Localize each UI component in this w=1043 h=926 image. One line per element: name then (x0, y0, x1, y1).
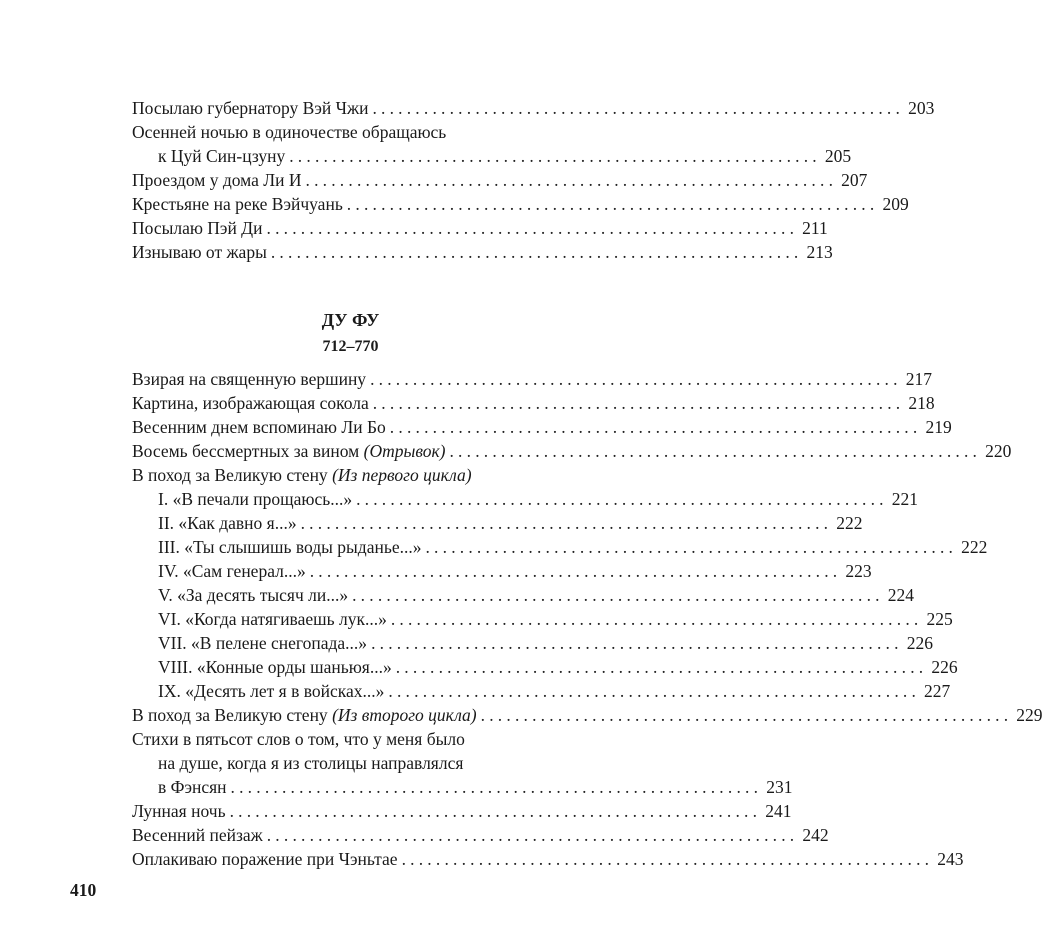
toc-entry (132, 631, 933, 655)
toc-entry-note: (Из второго цикла) (332, 705, 477, 725)
toc-entry-title: VIII. «Конные орды шаньюя...» (158, 655, 396, 679)
toc-entry-title: Оплакиваю поражение при Чэньтае (132, 847, 402, 871)
toc-entry-page: 231 (766, 777, 793, 797)
toc-entry-title: IX. «Десять лет я в войсках...» (158, 679, 388, 703)
toc-entry (132, 727, 793, 799)
dot-leader: .............................................................. (270, 242, 803, 262)
toc-entry (132, 216, 828, 240)
dot-leader: .............................................................. (305, 170, 838, 190)
toc-entry-title: III. «Ты слышишь воды рыданье...» (158, 535, 425, 559)
toc-entry-title: II. «Как давно я...» (158, 511, 301, 535)
toc-entry (132, 535, 988, 559)
toc-entry-title (132, 439, 449, 463)
dot-leader: .............................................................. (266, 825, 799, 845)
dot-leader: .............................................................. (480, 705, 1013, 725)
toc-entry (132, 391, 935, 415)
toc-entry-page: 207 (841, 170, 868, 190)
toc-main-list (132, 367, 1043, 871)
toc-entry-title: Весенний пейзаж (132, 823, 267, 847)
toc-entry-title: IV. «Сам генерал...» (158, 559, 310, 583)
toc-entry-note: (Из первого цикла) (332, 465, 472, 485)
dot-leader: .............................................................. (266, 218, 799, 238)
toc-entry-title-text: Восемь бессмертных за вином (132, 441, 360, 461)
toc-entry-page: 243 (937, 849, 964, 869)
toc-entry (132, 463, 623, 487)
toc-entry-page: 213 (806, 242, 833, 262)
dot-leader: .............................................................. (229, 801, 762, 821)
toc-entry-title: I. «В печали прощаюсь...» (158, 487, 356, 511)
toc-entry-title: VII. «В пелене снегопада...» (158, 631, 371, 655)
dot-leader: .............................................................. (372, 393, 905, 413)
toc-entry (132, 96, 935, 120)
toc-entry-page: 226 (906, 633, 933, 653)
toc-entry (132, 415, 952, 439)
toc-entry-title: VI. «Когда натягиваешь лук...» (158, 607, 391, 631)
toc-entry-page: 242 (802, 825, 829, 845)
toc-entry (132, 799, 792, 823)
toc-entry-title: Картина, изображающая сокола (132, 391, 373, 415)
toc-entry-title: Взирая на священную вершину (132, 367, 370, 391)
toc-entry (132, 583, 914, 607)
toc-entry (132, 120, 852, 168)
toc-entry-page: 209 (882, 194, 909, 214)
toc-entry-page: 217 (905, 369, 932, 389)
dot-leader: .............................................................. (370, 369, 902, 389)
toc-entry-page: 223 (845, 561, 872, 581)
dot-leader: .............................................................. (289, 146, 821, 166)
dot-leader: .............................................................. (425, 537, 958, 557)
section-author: ДУ ФУ (321, 310, 380, 330)
toc-entry (132, 703, 1043, 727)
toc-entry (132, 847, 964, 871)
page-number: 410 (70, 880, 97, 900)
toc-entry-page: 203 (908, 98, 935, 118)
toc-entry-title (132, 703, 481, 727)
toc-entry-title: V. «За десять тысяч ли...» (158, 583, 352, 607)
dot-leader: .............................................................. (300, 513, 833, 533)
dot-leader: .............................................................. (346, 194, 879, 214)
toc-entry (132, 240, 833, 264)
dot-leader: .............................................................. (356, 489, 888, 509)
dot-leader: .............................................................. (309, 561, 842, 581)
dot-leader: .............................................................. (449, 441, 982, 461)
toc-entry (132, 439, 1012, 463)
toc-entry-title: Осенней ночью в одиночестве обращаюсь (132, 120, 450, 144)
dot-leader: .............................................................. (390, 609, 923, 629)
toc-entry (132, 168, 868, 192)
toc-entry-page: 222 (836, 513, 863, 533)
toc-entry (132, 367, 932, 391)
toc-entry-title: Лунная ночь (132, 799, 230, 823)
toc-entry-title: на душе, когда я из столицы направлялся (158, 751, 467, 775)
toc-entry-title: Посылаю Пэй Ди (132, 216, 267, 240)
toc-entry-page: 218 (908, 393, 935, 413)
toc-entry (132, 487, 918, 511)
toc-entry (132, 655, 958, 679)
toc-entry-page: 220 (985, 441, 1012, 461)
dot-leader: .............................................................. (230, 777, 763, 797)
toc-entry-page: 229 (1016, 705, 1043, 725)
toc-entry-page: 221 (891, 489, 918, 509)
toc-entry-page: 222 (961, 537, 988, 557)
toc-entry (132, 679, 951, 703)
toc-entry-page: 241 (765, 801, 792, 821)
toc-entry-title: Изнываю от жары (132, 240, 271, 264)
toc-entry (132, 511, 863, 535)
toc-entry (132, 823, 829, 847)
toc-entry-title: к Цуй Син-цзуну (158, 144, 289, 168)
toc-entry-title: Стихи в пятьсот слов о том, что у меня было (132, 727, 469, 751)
toc-entry-title-text: В поход за Великую стену (132, 465, 328, 485)
toc-entry (132, 192, 909, 216)
dot-leader: .............................................................. (371, 633, 903, 653)
toc-entry-page: 219 (925, 417, 952, 437)
toc-entry-title: Посылаю губернатору Вэй Чжи (132, 96, 372, 120)
toc-entry (132, 607, 953, 631)
toc-entry-page: 224 (887, 585, 914, 605)
toc-entry (132, 559, 872, 583)
toc-entry-page: 225 (926, 609, 953, 629)
toc-top-list (132, 96, 935, 264)
dot-leader: .............................................................. (388, 681, 921, 701)
dot-leader: .............................................................. (372, 98, 905, 118)
toc-entry-title: в Фэнсян (158, 775, 231, 799)
dot-leader: .............................................................. (395, 657, 928, 677)
toc-entry-page: 211 (802, 218, 828, 238)
toc-entry-title (132, 463, 476, 487)
toc-entry-page: 227 (924, 681, 951, 701)
section-years: 712–770 (322, 338, 379, 355)
dot-leader: .............................................................. (401, 849, 934, 869)
toc-entry-page: 226 (931, 657, 958, 677)
toc-entry-title-text: В поход за Великую стену (132, 705, 328, 725)
toc-entry-title: Крестьяне на реке Вэйчуань (132, 192, 347, 216)
toc-entry-page: 205 (824, 146, 852, 166)
toc-entry-note: (Отрывок) (363, 441, 446, 461)
dot-leader: .............................................................. (389, 417, 922, 437)
dot-leader: .............................................................. (352, 585, 884, 605)
toc-entry-title: Проездом у дома Ли И (132, 168, 306, 192)
toc-entry-title: Весенним днем вспоминаю Ли Бо (132, 415, 390, 439)
